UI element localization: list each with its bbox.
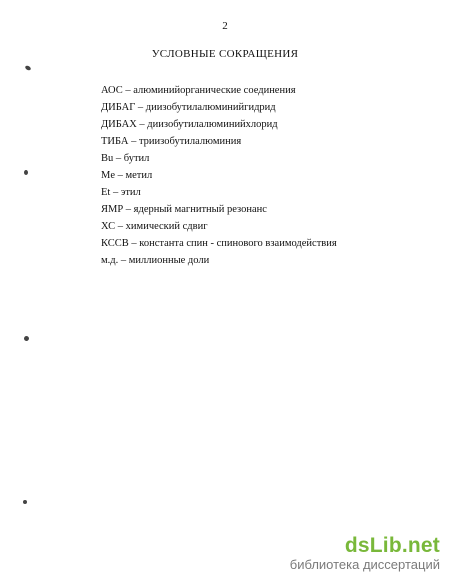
scan-speck [24,65,31,71]
watermark-logo: dsLib.net [344,534,440,557]
watermark-subtitle: библиотека диссертаций [289,557,440,572]
abbreviation-item: ЯМР – ядерный магнитный резонанс [101,204,267,215]
abbreviation-item: Me – метил [101,170,153,181]
abbreviation-item: ХС – химический сдвиг [101,221,208,232]
scan-speck [24,170,28,175]
abbreviation-item: АОС – алюминийорганические соединения [101,85,296,96]
page-number: 2 [222,20,228,32]
abbreviation-item: ДИБАГ – диизобутилалюминийгидрид [101,102,276,113]
abbreviation-item: ДИБАХ – диизобутилалюминийхлорид [101,119,278,130]
page-title: УСЛОВНЫЕ СОКРАЩЕНИЯ [151,48,299,60]
abbreviation-item: КССВ – константа спин - спинового взаимодействия [101,238,337,249]
abbreviation-list [101,82,337,269]
scan-speck [23,335,29,341]
abbreviation-item: ТИБА – триизобутилалюминия [101,136,242,147]
abbreviation-item: м.д. – миллионные доли [101,255,210,266]
scan-speck [23,500,27,504]
abbreviation-item: Et – этил [101,187,141,198]
abbreviation-item: Bu – бутил [101,153,150,164]
watermark [290,535,440,572]
